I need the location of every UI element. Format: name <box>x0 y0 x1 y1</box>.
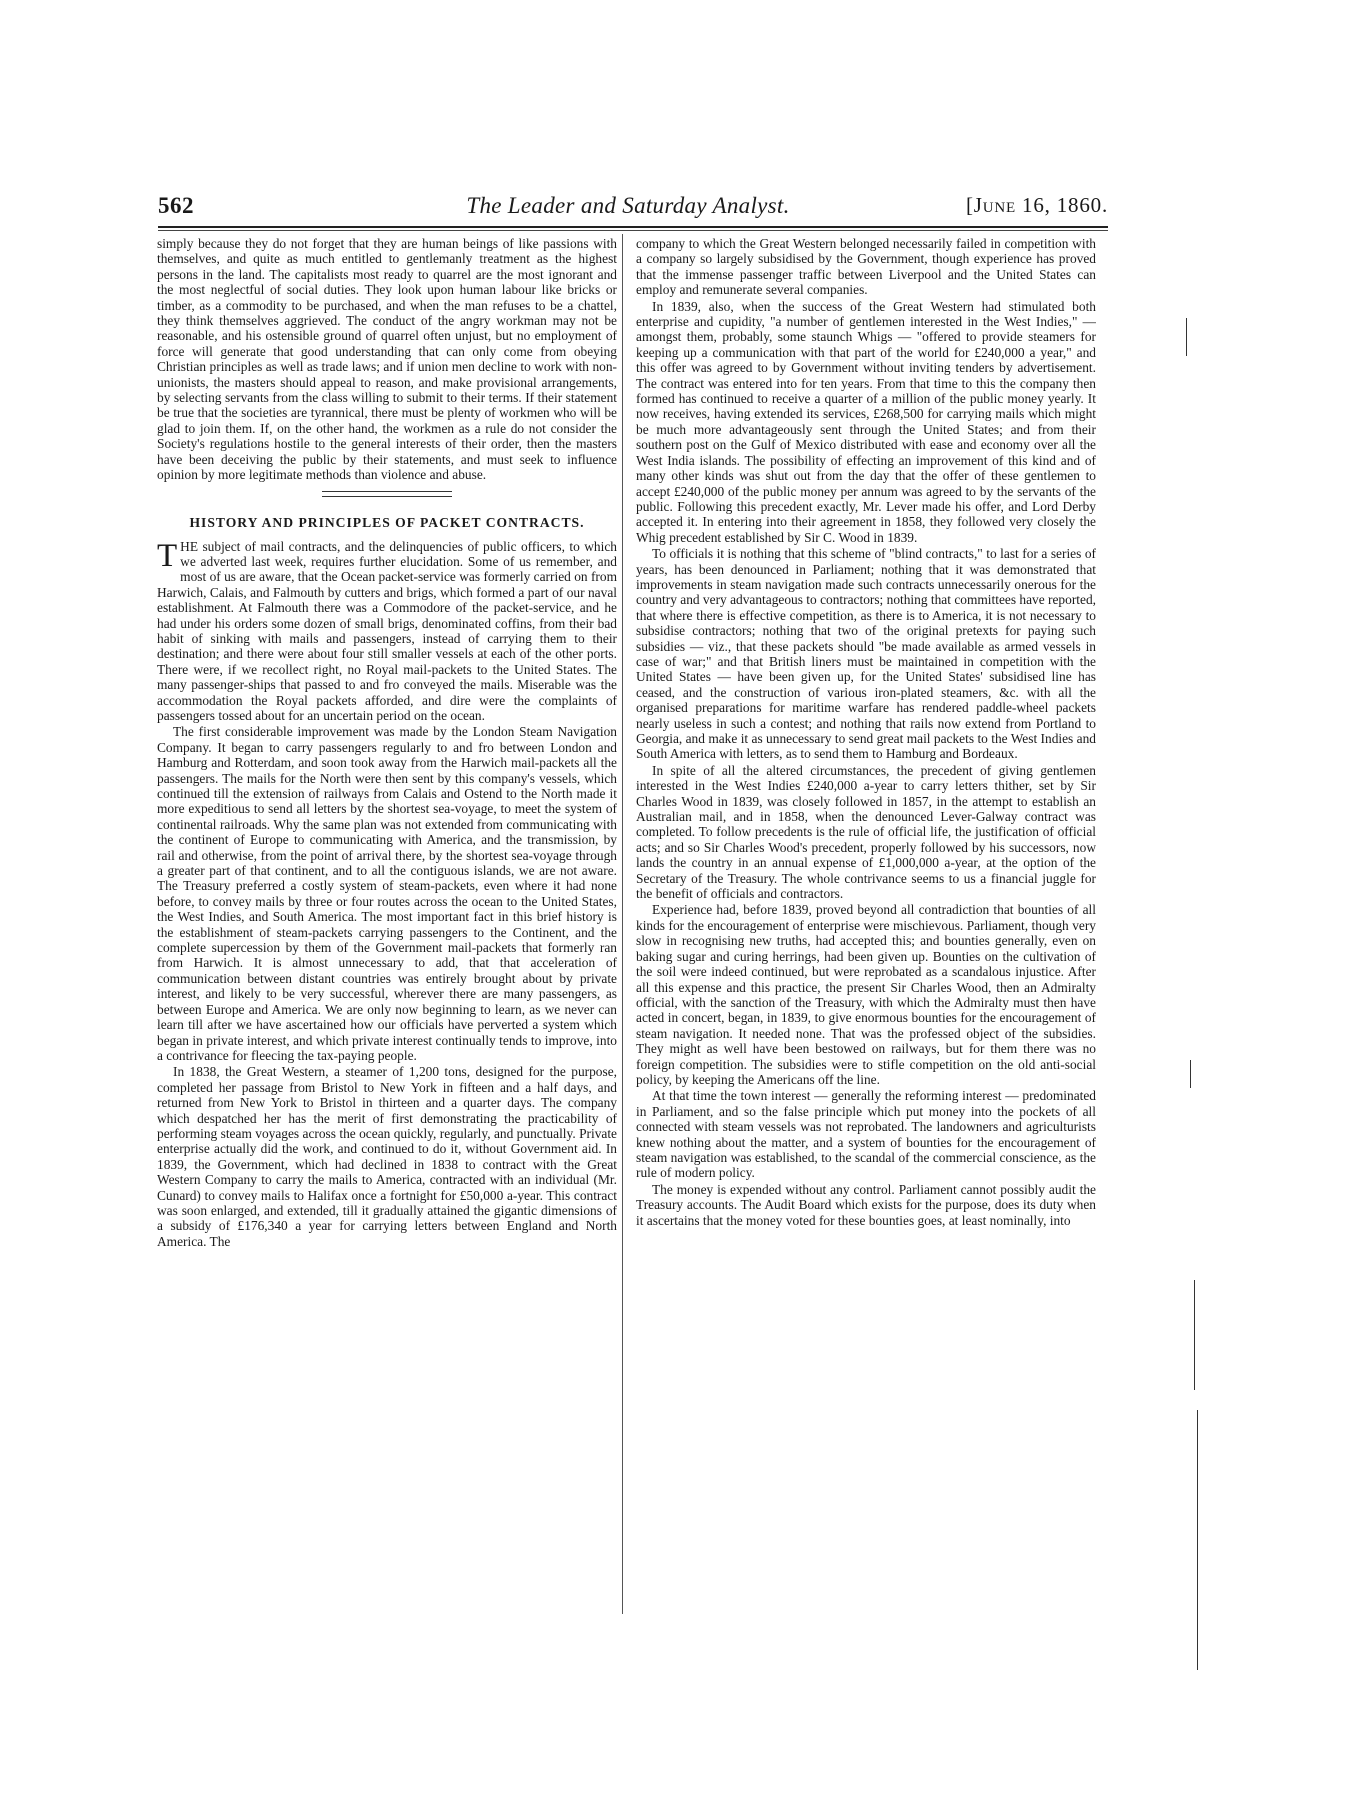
right-paragraph-5: Experience had, before 1839, proved beyond all contradiction that bounties of all kinds for the encouragement of enterprise were mischievous. Parliament, though very slow in recognising new truths, had accepted this; and bounties generally, even on baking sugar and curing herrings, had been given up. Bounties on the cultivation of the soil were indeed continued, but were reprobated as a scandalous injustice. After all this expense and this practice, the present Sir Charles Wood, then an Admiralty official, with the sanction of the Treasury, with which the Admiralty must then have acted in concert, began, in 1839, to give enormous bounties for the encouragement of steam navigation. It needed none. That was the professed object of the subsidies. They might as well have been bestowed on railways, but for them there was no foreign competition. The subsidies were to stifle competition on the old anti-social policy, by keeping the Americans off the line. <box>636 902 1096 1087</box>
section-rule <box>322 491 452 492</box>
issue-date: [June 16, 1860. <box>966 193 1108 217</box>
column-divider <box>622 234 623 1614</box>
right-paragraph-6: At that time the town interest — generally the reforming interest — predominated in Parliament, and so the false principle which put money into the pockets of all connected with steam vessels was not reprobated. The landowners and agriculturists knew nothing about the matter, and a system of bounties for the encouragement of steam navigation was established, to the scandal of the commercial conscience, as the rule of modern policy. <box>636 1088 1096 1181</box>
dropcap-letter: T <box>157 537 178 574</box>
article-paragraph-1 <box>157 539 617 724</box>
right-paragraph-7: The money is expended without any control. Parliament cannot possibly audit the Treasury accounts. The Audit Board which exists for the purpose, does its duty when it ascertains that the money voted for these bounties goes, at least nominally, into <box>636 1181 1096 1228</box>
margin-mark <box>1186 318 1187 356</box>
journal-title: The Leader and Saturday Analyst. <box>466 193 790 218</box>
right-paragraph-3: To officials it is nothing that this scheme of "blind contracts," to last for a series of years, has been denounced in Parliament; nothing that it was demonstrated that improvements in steam navigation made such contracts unnecessarily onerous for the country and very advantageous to contractors; nothing that committees have reported, that where there is effective competition, as there is to America, it is not necessary to subsidise contractors; nothing that two of the original pretexts for paying such subsidies — viz., that these packets should "be made available as armed vessels in case of war;" and that British liners must be maintained in competition with the United States — have been given up, for the United States' subsidised line has ceased, and the construction of various iron-plated steamers, &c. with all the organised preparations for maritime warfare has rendered paddle-wheel packets nearly useless in such a contest; and nothing that rails now extend from Portland to Georgia, and make it as unnecessary to send great mail packets to the West Indies and South America with letters, as to send them to Hamburg and Bordeaux. <box>636 546 1096 762</box>
page-header <box>158 193 1108 223</box>
intro-paragraph: simply because they do not forget that they are human beings of like passions with themselves, and quite as much entitled to gentlemanly treatment as the highest persons in the land. The capitalists most ready to quarrel are the most ignorant and the most neglectful of social duties. They look upon human labour like bricks or timber, as a commodity to be purchased, and when the man refuses to be a chattel, they think themselves aggrieved. The conduct of the angry workman may not be reasonable, and his ostensible ground of quarrel often unjust, but no employment of force will generate that good understanding that can only come from obeying Christian principles as well as trade laws; and if union men decline to work with non-unionists, the masters should appeal to reason, and make provisional arrangements, by selecting servants from the class willing to submit to their terms. If their statement be true that the societies are tyrannical, there must be plenty of workmen who will be glad to join them. If, on the other hand, the workmen as a rule do not consider the Society's regulations hostile to the general interests of their order, then the masters have been deceiving the public by their statements, and must seek to influence opinion by more legitimate methods than violence and abuse. <box>157 236 617 483</box>
article-paragraph-2: The first considerable improvement was made by the London Steam Navigation Company. It began to carry passengers regularly to and fro between London and Hamburg and Rotterdam, and soon took away from the Harwich mail-packets all the passengers. The mails for the North were then sent by this company's vessels, which continued till the extension of railways from Calais and Ostend to the North made it more expeditious to send all letters by the shortest sea-voyage, to meet the system of continental railroads. Why the same plan was not extended from communicating with the continent of Europe to communicating with America, and the transmission, by rail and otherwise, from the point of arrival there, by the shortest sea-voyage through a greater part of that continent, and to all the contiguous islands, we are not aware. The Treasury preferred a costly system of steam-packets, even where it had none before, to convey mails by three or four routes across the ocean to the United States, the West Indies, and South America. The most important fact in this brief history is the establishment of steam-packets carrying passengers to the Continent, and the complete supercession by them of the Government mail-packets that formerly ran from Harwich. It is almost unnecessary to add, that that acceleration of communication between distant countries was entirely brought about by private interest, and likely to be very successful, wherever there are many passengers, as between Europe and America. We are only now beginning to learn, as we never can learn till after we have ascertained how our officials have perverted a system which began in private interest, and which private interest continually tends to improve, into a contrivance for fleecing the tax-paying people. <box>157 724 617 1063</box>
page-number: 562 <box>158 193 194 218</box>
section-rule-lower <box>322 496 452 497</box>
header-rule-thin <box>158 230 1108 231</box>
right-paragraph-1: company to which the Great Western belonged necessarily failed in competition with a company so largely subsidised by the Government, though experience has proved that the immense passenger traffic between Liverpool and the United States can employ and remunerate several companies. <box>636 236 1096 298</box>
right-paragraph-2: In 1839, also, when the success of the Great Western had stimulated both enterprise and cupidity, "a number of gentlemen interested in the West Indies," — amongst them, probably, some staunch Whigs — "offered to provide steamers for keeping up a communication with that part of the world for £240,000 a year," and this offer was agreed to by Government without inviting tenders by advertisement. The contract was entered into for ten years. From that time to this the company then formed has continued to receive a quarter of a million of the public money yearly. It now receives, having extended its services, £268,500 for carrying mails which might be much more advantageously sent through the United States; and from their southern post on the Gulf of Mexico distributed with ease and economy over all the West India islands. The possibility of effecting an improvement of this kind and of many other kinds was shut out from the day that the offer of these gentlemen to accept £240,000 of the public money per annum was agreed to by the servants of the public. Following this precedent exactly, Mr. Lever made his offer, and Lord Derby accepted it. In entering into their agreement in 1858, they followed very closely the Whig precedent established by Sir C. Wood in 1839. <box>636 298 1096 545</box>
right-paragraph-4: In spite of all the altered circumstances, the precedent of giving gentlemen interested in the West Indies £240,000 a-year to carry letters thither, set by Sir Charles Wood in 1839, was closely followed in 1857, in the attempt to establish an Australian mail, and in 1858, when the denounced Lever-Galway contract was completed. To follow precedents is the rule of official life, the justification of official acts; and so Sir Charles Wood's precedent, properly followed by his successors, now lands the country in an annual expense of £1,000,000 a-year, at the option of the Secretary of the Treasury. The whole contrivance seems to us a financial juggle for the benefit of officials and contractors. <box>636 762 1096 902</box>
margin-mark <box>1197 1410 1198 1670</box>
header-rule <box>158 226 1108 228</box>
article-title: HISTORY AND PRINCIPLES OF PACKET CONTRACTS. <box>189 514 585 530</box>
article-paragraph-1-text: HE subject of mail contracts, and the delinquencies of public officers, to which we adverted last week, requires further elucidation. Some of us remember, and most of us are aware, that the Ocean packet-service was formerly carried on from Harwich, Calais, and Falmouth by cutters and brigs, which formed a part of our naval establishment. At Falmouth there was a Commodore of the packet-service, and he had under his orders some dozen of small brigs, denominated coffins, from their bad habit of sinking with mails and passengers, instead of carrying them to their destination; and there were about four still smaller vessels at each of the other ports. There were, if we recollect right, no Royal mail-packets to the United States. The many passenger-ships that passed to and fro conveyed the mails. Miserable was the accommodation the Royal packets afforded, and dire were the complaints of passengers tossed about for an uncertain period on the ocean. <box>157 538 617 723</box>
right-column <box>636 236 1096 1611</box>
left-column <box>157 236 617 1611</box>
margin-mark <box>1194 1280 1195 1390</box>
margin-mark <box>1190 1060 1191 1088</box>
article-paragraph-3: In 1838, the Great Western, a steamer of 1,200 tons, designed for the purpose, completed her passage from Bristol to New York in fifteen and a half days, and returned from New York to Bristol in thirteen and a quarter days. The company which despatched her has the merit of first demonstrating the practicability of performing steam voyages across the ocean quickly, regularly, and punctually. Private enterprise actually did the work, and continued to do it, without Government aid. In 1839, the Government, which had declined in 1838 to contract with the Great Western Company to carry the mails to America, contracted with an individual (Mr. Cunard) to convey mails to Halifax once a fortnight for £50,000 a-year. This contract was soon enlarged, and extended, till it gradually attained the gigantic dimensions of a subsidy of £176,340 a year for carrying letters between England and North America. The <box>157 1064 617 1249</box>
